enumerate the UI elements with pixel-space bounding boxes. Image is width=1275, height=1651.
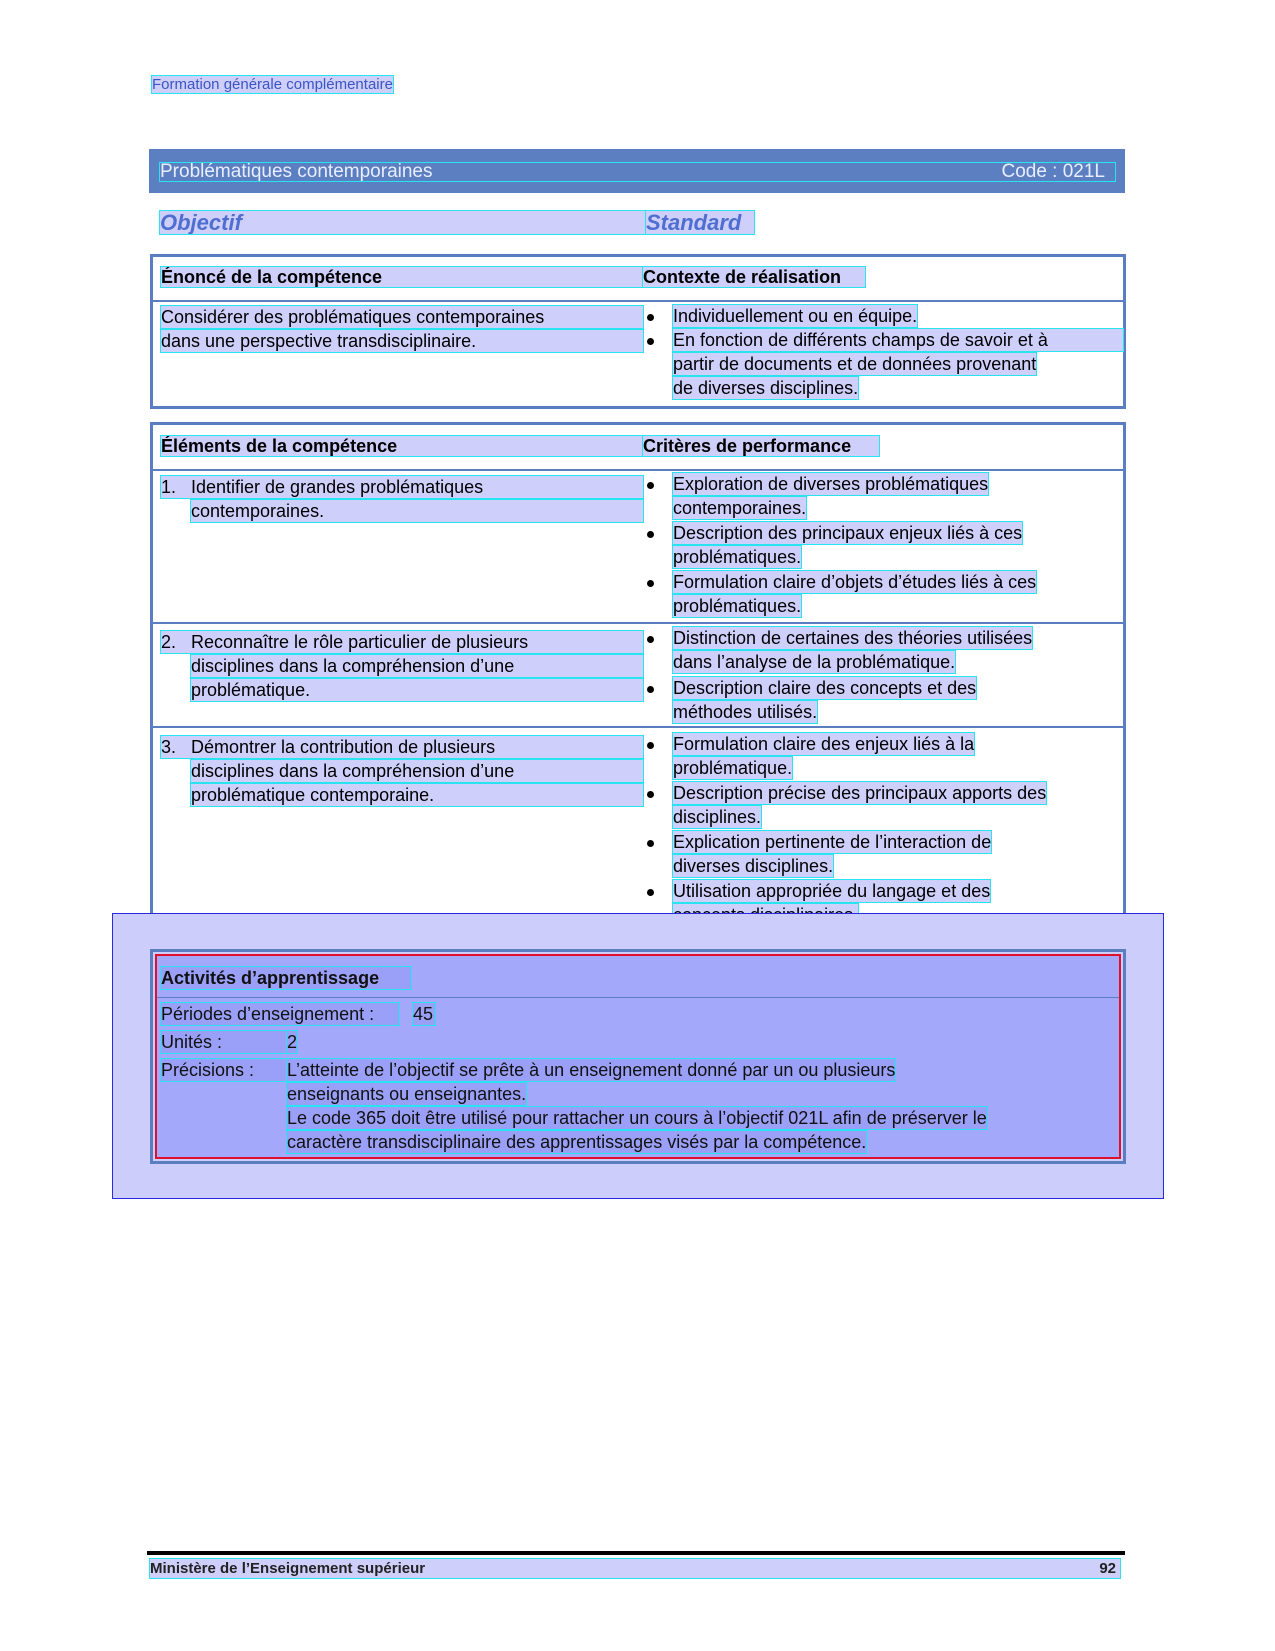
activities-title: Activités d’apprentissage [161,967,411,989]
units-value: 2 [287,1032,298,1052]
criterion: Description claire des concepts et des [673,678,977,698]
context-item: En fonction de différents champs de savoir et à [673,329,1123,351]
periods-value: 45 [413,1004,434,1024]
criterion-continued: problématiques. [673,596,802,616]
element-row-2 [161,631,643,653]
precisions-label: Précisions : [161,1059,287,1081]
context-item-continued: de diverses disciplines. [673,378,859,398]
learning-activities-box [150,949,1126,1164]
context-item: Individuellement ou en équipe. [673,306,918,326]
competence-title: Problématiques contemporaines [160,161,433,182]
criterion-continued: contemporaines. [673,498,807,518]
competence-table [150,254,1126,409]
precision-line: Le code 365 doit être utilisé pour rattacher un cours à l’objectif 021L afin de préserver le [287,1108,987,1128]
criteria-header: Critères de performance [643,436,879,456]
elements-table [150,422,1126,936]
bullet-icon [647,840,654,847]
context-header: Contexte de réalisation [643,267,865,287]
element-text: Identifier de grandes problématiques [191,477,484,497]
footer-rule [147,1551,1125,1555]
element-text: Reconnaître le rôle particulier de plusieurs [191,632,529,652]
criterion: Formulation claire d’objets d’études liés à ces [673,572,1037,592]
bullet-icon [647,686,654,693]
criterion: Explication pertinente de l’interaction de [673,832,992,852]
element-text-continued: problématique. [191,679,643,701]
criterion: Utilisation appropriée du langage et des [673,881,991,901]
bullet-icon [647,791,654,798]
table-divider [153,469,1123,471]
units-label: Unités : [161,1031,287,1053]
bullet-icon [647,531,654,538]
criterion: Description précise des principaux apports des [673,783,1047,803]
precision-line: enseignants ou enseignantes. [287,1084,527,1104]
element-number: 1. [161,477,177,497]
criterion-continued: méthodes utilisés. [673,702,818,722]
criterion: Distinction de certaines des théories utilisées [673,628,1033,648]
element-text-continued: disciplines dans la compréhension d’une [191,760,643,782]
footer-ministry: Ministère de l’Enseignement supérieur [150,1560,426,1577]
periods-label: Périodes d’enseignement : [161,1003,399,1025]
bullet-icon [647,742,654,749]
competence-code: Code : 021L [1001,161,1105,182]
learning-activities-inner [155,954,1121,1159]
document-header: Formation générale complémentaire [152,76,393,93]
element-number: 2. [161,632,177,652]
element-text: Démontrer la contribution de plusieurs [191,737,496,757]
context-item-continued: partir de documents et de données provenant [673,354,1037,374]
element-text-continued: contemporaines. [191,500,643,522]
row-divider [153,726,1123,728]
criterion-continued: disciplines. [673,807,762,827]
row-divider [153,622,1123,624]
element-row-1 [161,476,643,498]
objectif-label: Objectif [160,211,646,234]
bullet-icon [647,889,654,896]
criterion-continued: dans l’analyse de la problématique. [673,652,956,672]
element-number: 3. [161,737,177,757]
precision-line: L’atteinte de l’objectif se prête à un enseignement donné par un ou plusieurs [287,1060,896,1080]
standard-label: Standard [646,211,754,234]
page-number: 92 [1099,1560,1116,1577]
bullet-icon [647,580,654,587]
bullet-icon [647,338,654,345]
criterion-continued: diverses disciplines. [673,856,834,876]
title-bar-text [160,163,1115,181]
table-divider [153,300,1123,302]
bullet-icon [647,314,654,321]
criterion: Description des principaux enjeux liés à ces [673,523,1023,543]
element-text-continued: disciplines dans la compréhension d’une [191,655,643,677]
element-text-continued: problématique contemporaine. [191,784,643,806]
activities-divider [157,997,1119,998]
criterion-continued: problématiques. [673,547,802,567]
footer [150,1559,1120,1578]
criterion: Exploration de diverses problématiques [673,474,989,494]
precision-line: caractère transdisciplinaire des apprentissages visés par la compétence. [287,1132,867,1152]
element-row-3 [161,736,643,758]
competence-statement-header: Énoncé de la compétence [161,267,643,287]
competence-statement-line: dans une perspective transdisciplinaire. [161,330,643,352]
criterion: Formulation claire des enjeux liés à la [673,734,975,754]
competence-statement-line: Considérer des problématiques contemporaines [161,306,643,328]
elements-header: Éléments de la compétence [161,436,643,456]
bullet-icon [647,482,654,489]
bullet-icon [647,636,654,643]
criterion-continued: problématique. [673,758,793,778]
